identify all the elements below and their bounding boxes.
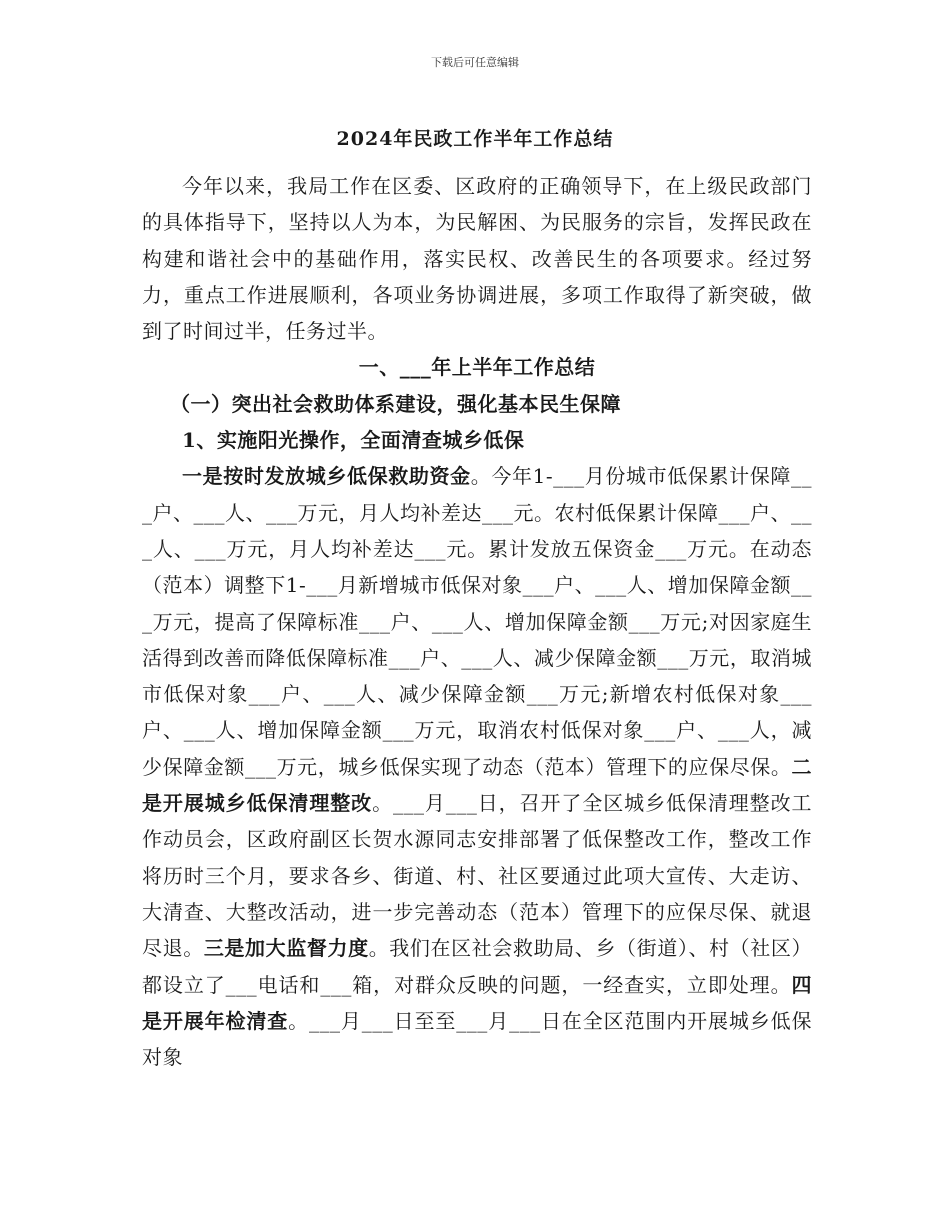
body-paragraph <box>142 458 812 1075</box>
body-text-1: 。今年1-___月份城市低保累计保障___户、___人、___万元，月人均补差达___元。农村低保累计保障___户、___人、___万元，月人均补差达___元。累计发放五保资金___万元。在动态（范本）调整下1-___月新增城市低保对象___户、___人、增加保障金额___万元，提高了保障标准___户、___人、增加保障金额___万元;对因家庭生活得到改善而降低保障标准___户、___人、减少保障金额___万元，取消城市低保对象___户、___人、减少保障金额___万元;新增农村低保对象___户、___人、增加保障金额___万元，取消农村低保对象___户、___人，减少保障金额___万元，城乡低保实现了动态（范本）管理下的应保尽保。 <box>142 464 813 779</box>
document-title: 2024年民政工作半年工作总结 <box>336 128 614 150</box>
lead-phrase-3: 三是加大监督力度 <box>203 936 369 961</box>
header-note: 下载后可任意编辑 <box>431 56 519 69</box>
lead-phrase-4: 四是开展年检清查 <box>142 972 812 1033</box>
subsection-heading: （一）突出社会救助体系建设，强化基本民生保障 <box>170 391 621 416</box>
document-body <box>142 168 812 1075</box>
lead-phrase-2: 二是开展城乡低保清理整改 <box>142 754 812 816</box>
body-text-2: 。___月___日，召开了全区城乡低保清理整改工作动员会，区政府副区长贺水源同志安排部署了低保整改工作，整改工作将历时三个月，要求各乡、街道、村、社区要通过此项大宣传、大走访、大清查、大整改活动，进一步完善动态（范本）管理下的应保尽保、就退尽退。 <box>142 791 813 961</box>
section-heading: 一、___年上半年工作总结 <box>358 355 596 380</box>
item-heading: 1、实施阳光操作，全面清查城乡低保 <box>182 428 525 453</box>
body-text-3: 。我们在区社会救助局、乡（街道）、村（社区）都设立了___电话和___箱，对群众反映的问题，一经查实，立即处理。 <box>142 936 812 997</box>
lead-phrase-1: 一是按时发放城乡低保救助资金 <box>182 464 471 489</box>
body-text-4: 。___月___日至至___月___日在全区范围内开展城乡低保对象 <box>142 1008 813 1070</box>
intro-paragraph: 今年以来，我局工作在区委、区政府的正确领导下，在上级民政部门的具体指导下，坚持以人为本，为民解困、为民服务的宗旨，发挥民政在构建和谐社会中的基础作用，落实民权、改善民生的各项要求。经过努力，重点工作进展顺利，各项业务协调进展，多项工作取得了新突破，做到了时间过半，任务过半。 <box>142 174 812 344</box>
